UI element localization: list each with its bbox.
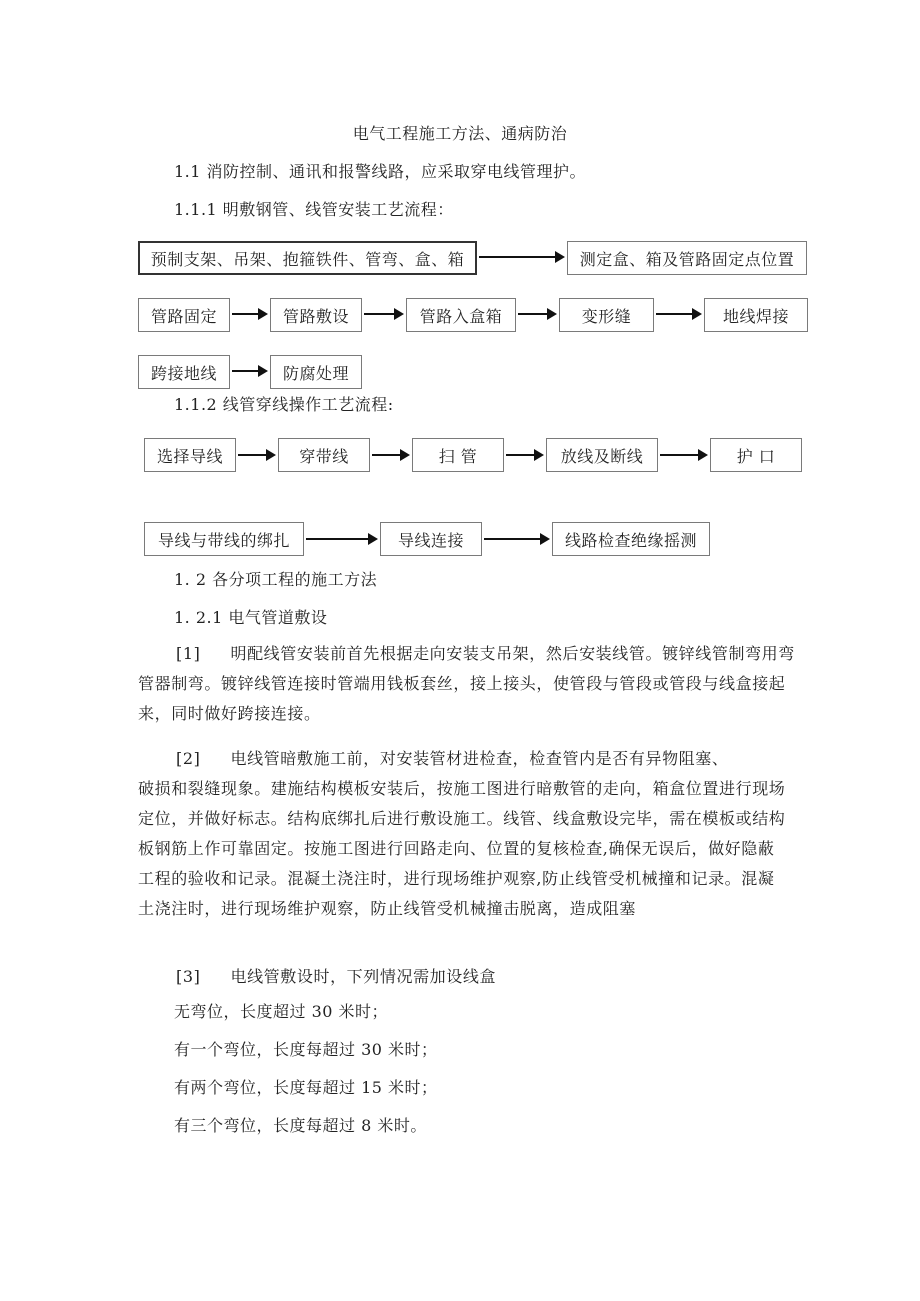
paragraph-line: 土浇注时，进行现场维护观察，防止线管受机械撞击脱离，造成阻塞 — [138, 899, 637, 918]
section-1-2: 1. 2 各分项工程的施工方法 — [174, 570, 378, 589]
arrow-icon — [479, 251, 565, 263]
flow-step: 扫 管 — [412, 438, 504, 472]
paragraph-2 — [138, 744, 818, 924]
flow-step: 护 口 — [710, 438, 802, 472]
flow-step: 管路敷设 — [270, 298, 362, 332]
flow-step: 线路检查绝缘摇测 — [552, 522, 710, 556]
flow-step: 穿带线 — [278, 438, 370, 472]
section-1-2-1: 1. 2.1 电气管道敷设 — [174, 608, 328, 627]
arrow-icon — [484, 533, 550, 545]
paragraph-line: 破损和裂缝现象。建施结构模板安装后，按施工图进行暗敷管的走向，箱盒位置进行现场 — [138, 779, 786, 798]
arrow-icon — [518, 308, 557, 320]
flow-step: 管路固定 — [138, 298, 230, 332]
section-1-1: 1.1 消防控制、通讯和报警线路，应采取穿电线管理护。 — [174, 162, 587, 181]
paragraph-line: 定位，并做好标志。结构底绑扎后进行敷设施工。线管、线盒敷设完毕，需在模板或结构 — [138, 809, 786, 828]
paragraph-tag: [3] — [176, 967, 201, 986]
paragraph-line: 明配线管安装前首先根据走向安装支吊架，然后安装线管。镀锌线管制弯用弯 — [230, 644, 795, 663]
paragraph-line: 来，同时做好跨接连接。 — [138, 704, 321, 723]
arrow-icon — [364, 308, 404, 320]
paragraph-line: 管器制弯。镀锌线管连接时管端用钱板套丝，接上接头，使管段与管段或管段与线盒接起 — [138, 674, 786, 693]
flow-step: 导线与带线的绑扎 — [144, 522, 304, 556]
section-1-1-2: 1.1.2 线管穿线操作工艺流程: — [174, 395, 394, 414]
flow-step: 选择导线 — [144, 438, 236, 472]
arrow-icon — [660, 449, 708, 461]
arrow-icon — [506, 449, 544, 461]
flow-step: 跨接地线 — [138, 355, 230, 389]
flow-step: 导线连接 — [380, 522, 482, 556]
flow-step: 管路入盒箱 — [406, 298, 516, 332]
list-item: 有一个弯位，长度每超过 30 米时； — [174, 1040, 438, 1059]
paragraph-1 — [138, 639, 818, 729]
flow-step: 预制支架、吊架、抱箍铁件、管弯、盒、箱 — [138, 241, 477, 275]
paragraph-line: 电线管暗敷施工前，对安装管材进检查，检查管内是否有异物阻塞、 — [230, 749, 729, 768]
arrow-icon — [372, 449, 410, 461]
flow-step: 地线焊接 — [704, 298, 808, 332]
arrow-icon — [306, 533, 378, 545]
arrow-icon — [232, 365, 268, 377]
flow-step: 测定盒、箱及管路固定点位置 — [567, 241, 807, 275]
flow-step: 放线及断线 — [546, 438, 658, 472]
paragraph-tag: [2] — [176, 749, 201, 768]
arrow-icon — [656, 308, 702, 320]
section-1-1-1: 1.1.1 明敷钢管、线管安装工艺流程： — [174, 200, 454, 219]
paragraph-line: 电线管敷设时，下列情况需加设线盒 — [230, 967, 497, 986]
list-item: 无弯位，长度超过 30 米时； — [174, 1002, 389, 1021]
arrow-icon — [238, 449, 276, 461]
paragraph-line: 板钢筋上作可靠固定。按施工图进行回路走向、位置的复核检查,确保无误后，做好隐蔽 — [138, 839, 775, 858]
arrow-icon — [232, 308, 268, 320]
paragraph-line: 工程的验收和记录。混凝土浇注时，进行现场维护观察,防止线管受机械撞和记录。混凝 — [138, 869, 775, 888]
list-item: 有三个弯位，长度每超过 8 米时。 — [174, 1116, 427, 1135]
paragraph-3 — [138, 962, 818, 992]
flow-step: 变形缝 — [559, 298, 654, 332]
list-item: 有两个弯位，长度每超过 15 米时； — [174, 1078, 438, 1097]
paragraph-tag: [1] — [176, 644, 201, 663]
page-title: 电气工程施工方法、通病防治 — [352, 124, 568, 143]
flow-step: 防腐处理 — [270, 355, 362, 389]
